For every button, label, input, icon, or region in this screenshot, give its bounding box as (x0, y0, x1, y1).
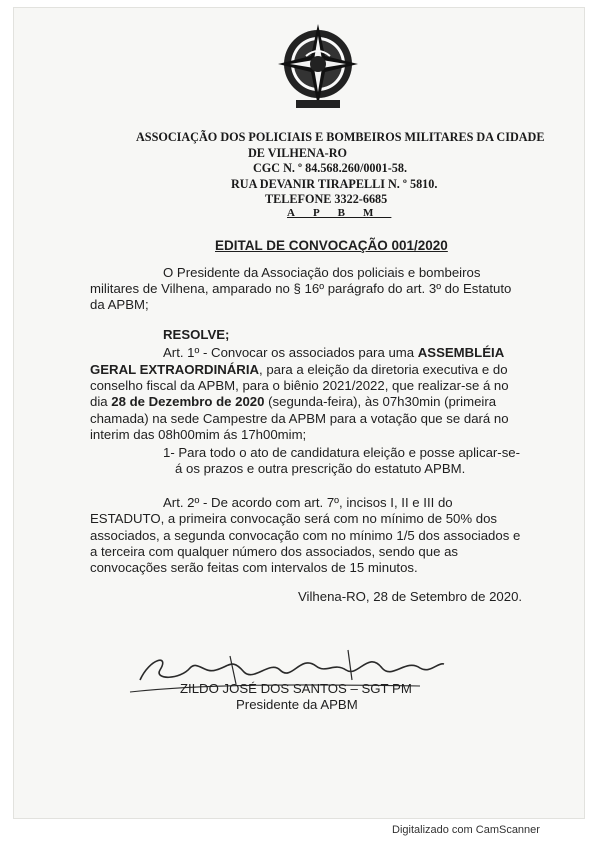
art2-line-5: convocações serão feitas com intervalos de 15 minutos. (90, 560, 418, 575)
art2-line-1: Art. 2º - De acordo com art. 7º, incisos I, II e III do (163, 495, 453, 510)
art2-line-2: ESTADUTO, a primeira convocação será com no mínimo de 50% dos (90, 511, 498, 526)
art1-line-5: chamada) na sede Campestre da APBM para a votação que se dará no (90, 411, 509, 426)
edital-title: EDITAL DE CONVOCAÇÃO 001/2020 (215, 238, 448, 253)
header-acronym: APBM (287, 207, 392, 219)
intro-line-3: da APBM; (90, 297, 149, 312)
header-phone: TELEFONE 3322-6685 (265, 192, 388, 206)
intro-line-2: militares de Vilhena, amparado no § 16º parágrafo do art. 3º do Estatuto (90, 281, 512, 296)
art1-item1-line-2: á os prazos e outra prescrição do estatuto APBM. (175, 461, 466, 476)
resolve-heading: RESOLVE; (163, 327, 230, 342)
association-emblem-icon (276, 16, 360, 116)
signatory-name: ZILDO JOSÉ DOS SANTOS – SGT PM (180, 681, 412, 696)
header-cgc: CGC N. º 84.568.260/0001-58. (253, 161, 407, 175)
header-line-2: DE VILHENA-RO (248, 146, 347, 160)
art1-line-4: dia 28 de Dezembro de 2020 (segunda-feira), às 07h30min (primeira (90, 394, 497, 409)
header-address: RUA DEVANIR TIRAPELLI N. º 5810. (231, 177, 438, 191)
art1-line-1: Art. 1º - Convocar os associados para uma ASSEMBLÉIA (163, 345, 505, 360)
intro-line-1: O Presidente da Associação dos policiais e bombeiros (163, 265, 481, 280)
camscanner-footer: Digitalizado com CamScanner (392, 824, 540, 836)
art1-item1-line-1: 1- Para todo o ato de candidatura eleição e posse aplicar-se- (163, 445, 521, 460)
art1-line-6: interim das 08h00mim ás 17h00mim; (90, 427, 307, 442)
art1-line-2: GERAL EXTRAORDINÁRIA, para a eleição da diretoria executiva e do (90, 362, 508, 377)
header-line-1: ASSOCIAÇÃO DOS POLICIAIS E BOMBEIROS MILITARES DA CIDADE (136, 130, 545, 144)
date-line: Vilhena-RO, 28 de Setembro de 2020. (298, 589, 523, 604)
art1-line-3: conselho fiscal da APBM, para o biênio 2021/2022, que realizar-se á no (90, 378, 509, 393)
signatory-role: Presidente da APBM (236, 697, 358, 712)
art2-line-4: a terceira com qualquer número dos associados, sendo que as (90, 544, 459, 559)
art2-line-3: associados, a segunda convocação com no mínimo 1/5 dos associados e (90, 528, 521, 543)
